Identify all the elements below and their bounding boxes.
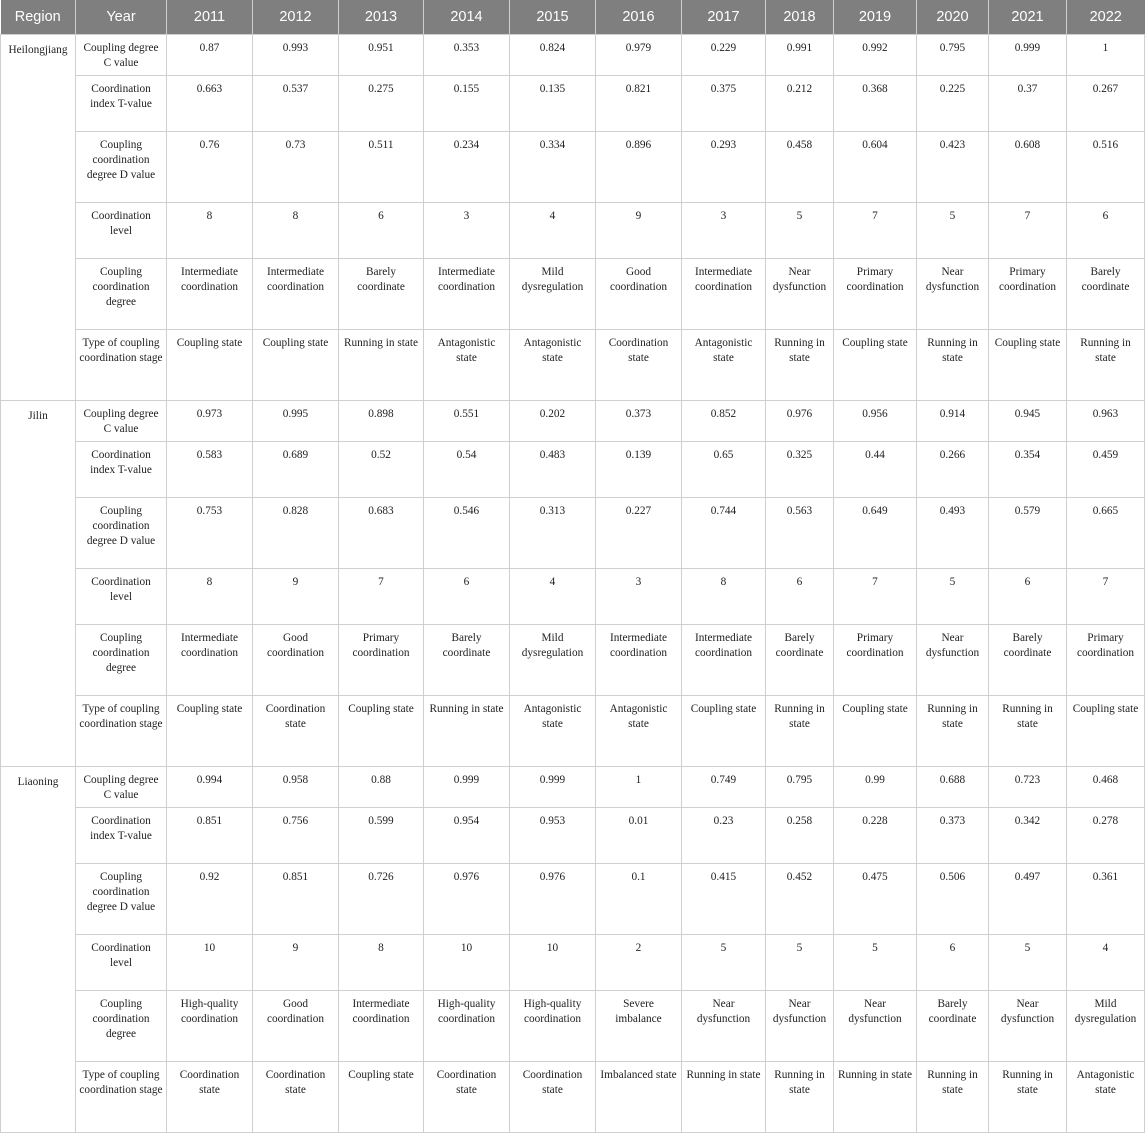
value-cell: 0.599 — [339, 808, 424, 864]
value-cell: High-quality coordination — [510, 991, 596, 1062]
value-cell: 0.821 — [596, 76, 682, 132]
value-cell: 2 — [596, 935, 682, 991]
coupling-coordination-degree-row-label: Coupling coordination degree — [76, 625, 167, 696]
value-cell: 0.954 — [424, 808, 510, 864]
value-cell: 0.749 — [682, 767, 766, 808]
value-cell: 0.898 — [339, 401, 424, 442]
table-row — [1, 935, 1145, 991]
value-cell: Near dysfunction — [834, 991, 917, 1062]
value-cell: Intermediate coordination — [682, 259, 766, 330]
coordination-level-row-label: Coordination level — [76, 935, 167, 991]
table-row — [1, 864, 1145, 935]
value-cell: Primary coordination — [834, 625, 917, 696]
table-row — [1, 76, 1145, 132]
value-cell: 0.202 — [510, 401, 596, 442]
coupling-stage-type-row-label: Type of coupling coordination stage — [76, 1062, 167, 1133]
value-cell: 0.92 — [167, 864, 253, 935]
coupling-coordination-d-row-label: Coupling coordination degree D value — [76, 864, 167, 935]
value-cell: 0.511 — [339, 132, 424, 203]
value-cell: 0.65 — [682, 442, 766, 498]
value-cell: 0.546 — [424, 498, 510, 569]
value-cell: 0.44 — [834, 442, 917, 498]
header-year-2014: 2014 — [424, 0, 510, 35]
value-cell: 0.475 — [834, 864, 917, 935]
value-cell: Coupling state — [834, 330, 917, 401]
value-cell: 0.361 — [1067, 864, 1145, 935]
value-cell: 10 — [167, 935, 253, 991]
value-cell: 7 — [834, 569, 917, 625]
value-cell: 10 — [510, 935, 596, 991]
value-cell: High-quality coordination — [424, 991, 510, 1062]
value-cell: 0.828 — [253, 498, 339, 569]
value-cell: 0.953 — [510, 808, 596, 864]
value-cell: 0.956 — [834, 401, 917, 442]
value-cell: Near dysfunction — [766, 259, 834, 330]
header-year-2017: 2017 — [682, 0, 766, 35]
value-cell: 1 — [1067, 35, 1145, 76]
table-row — [1, 498, 1145, 569]
table-row — [1, 259, 1145, 330]
value-cell: 0.278 — [1067, 808, 1145, 864]
value-cell: Near dysfunction — [917, 259, 989, 330]
header-year-2011: 2011 — [167, 0, 253, 35]
value-cell: 0.683 — [339, 498, 424, 569]
value-cell: Intermediate coordination — [339, 991, 424, 1062]
value-cell: 0.795 — [917, 35, 989, 76]
value-cell: 0.991 — [766, 35, 834, 76]
value-cell: 0.01 — [596, 808, 682, 864]
value-cell: 0.88 — [339, 767, 424, 808]
value-cell: 0.139 — [596, 442, 682, 498]
value-cell: 4 — [510, 203, 596, 259]
value-cell: 0.135 — [510, 76, 596, 132]
value-cell: 0.423 — [917, 132, 989, 203]
value-cell: Coupling state — [339, 696, 424, 767]
coupling-degree-c-row-label: Coupling degree C value — [76, 35, 167, 76]
table-row — [1, 991, 1145, 1062]
value-cell: 0.999 — [510, 767, 596, 808]
value-cell: Coupling state — [1067, 696, 1145, 767]
table-body — [1, 35, 1145, 1133]
value-cell: 0.458 — [766, 132, 834, 203]
value-cell: 0.373 — [596, 401, 682, 442]
value-cell: Near dysfunction — [989, 991, 1067, 1062]
value-cell: 8 — [253, 203, 339, 259]
value-cell: 0.979 — [596, 35, 682, 76]
value-cell: 0.37 — [989, 76, 1067, 132]
value-cell: Intermediate coordination — [167, 259, 253, 330]
value-cell: Antagonistic state — [424, 330, 510, 401]
table-row — [1, 442, 1145, 498]
value-cell: 0.951 — [339, 35, 424, 76]
value-cell: 0.992 — [834, 35, 917, 76]
value-cell: Coordination state — [510, 1062, 596, 1133]
value-cell: Near dysfunction — [682, 991, 766, 1062]
coupling-stage-type-row-label: Type of coupling coordination stage — [76, 330, 167, 401]
value-cell: 0.756 — [253, 808, 339, 864]
value-cell: Running in state — [917, 330, 989, 401]
value-cell: Coordination state — [424, 1062, 510, 1133]
value-cell: Coordination state — [167, 1062, 253, 1133]
value-cell: Coupling state — [989, 330, 1067, 401]
value-cell: Running in state — [339, 330, 424, 401]
header-year-2015: 2015 — [510, 0, 596, 35]
value-cell: 0.342 — [989, 808, 1067, 864]
value-cell: Coupling state — [682, 696, 766, 767]
region-cell: Heilongjiang — [1, 35, 76, 401]
value-cell: 0.851 — [167, 808, 253, 864]
table-row — [1, 132, 1145, 203]
value-cell: 0.914 — [917, 401, 989, 442]
value-cell: 0.23 — [682, 808, 766, 864]
value-cell: 7 — [834, 203, 917, 259]
value-cell: 7 — [989, 203, 1067, 259]
value-cell: 0.851 — [253, 864, 339, 935]
value-cell: Near dysfunction — [766, 991, 834, 1062]
value-cell: Primary coordination — [834, 259, 917, 330]
value-cell: 0.995 — [253, 401, 339, 442]
region-cell: Jilin — [1, 401, 76, 767]
value-cell: Mild dysregulation — [510, 259, 596, 330]
value-cell: 0.516 — [1067, 132, 1145, 203]
value-cell: Good coordination — [253, 991, 339, 1062]
value-cell: 0.976 — [766, 401, 834, 442]
value-cell: 0.275 — [339, 76, 424, 132]
value-cell: Intermediate coordination — [596, 625, 682, 696]
coupling-stage-type-row-label: Type of coupling coordination stage — [76, 696, 167, 767]
value-cell: Running in state — [917, 1062, 989, 1133]
value-cell: Coupling state — [834, 696, 917, 767]
value-cell: Barely coordinate — [917, 991, 989, 1062]
value-cell: 8 — [339, 935, 424, 991]
coupling-coordination-degree-row-label: Coupling coordination degree — [76, 259, 167, 330]
header-year: Year — [76, 0, 167, 35]
value-cell: 0.354 — [989, 442, 1067, 498]
value-cell: 0.649 — [834, 498, 917, 569]
value-cell: Antagonistic state — [510, 330, 596, 401]
value-cell: 0.228 — [834, 808, 917, 864]
table-row — [1, 625, 1145, 696]
value-cell: Intermediate coordination — [682, 625, 766, 696]
value-cell: 1 — [596, 767, 682, 808]
header-region: Region — [1, 0, 76, 35]
value-cell: 5 — [834, 935, 917, 991]
value-cell: 0.229 — [682, 35, 766, 76]
value-cell: Running in state — [1067, 330, 1145, 401]
value-cell: 0.325 — [766, 442, 834, 498]
value-cell: Barely coordinate — [766, 625, 834, 696]
value-cell: Coordination state — [596, 330, 682, 401]
value-cell: 0.212 — [766, 76, 834, 132]
value-cell: Running in state — [917, 696, 989, 767]
value-cell: 0.459 — [1067, 442, 1145, 498]
coordination-index-t-row-label: Coordination index T-value — [76, 442, 167, 498]
value-cell: Running in state — [834, 1062, 917, 1133]
value-cell: Antagonistic state — [1067, 1062, 1145, 1133]
value-cell: 0.452 — [766, 864, 834, 935]
value-cell: Barely coordinate — [989, 625, 1067, 696]
value-cell: 9 — [596, 203, 682, 259]
value-cell: 0.744 — [682, 498, 766, 569]
value-cell: Barely coordinate — [424, 625, 510, 696]
value-cell: 0.852 — [682, 401, 766, 442]
value-cell: 0.99 — [834, 767, 917, 808]
value-cell: 0.493 — [917, 498, 989, 569]
header-year-2022: 2022 — [1067, 0, 1145, 35]
value-cell: 0.689 — [253, 442, 339, 498]
value-cell: 0.368 — [834, 76, 917, 132]
header-year-2021: 2021 — [989, 0, 1067, 35]
value-cell: 0.976 — [510, 864, 596, 935]
value-cell: 0.958 — [253, 767, 339, 808]
value-cell: Coupling state — [167, 696, 253, 767]
value-cell: High-quality coordination — [167, 991, 253, 1062]
table-row — [1, 767, 1145, 808]
value-cell: 0.896 — [596, 132, 682, 203]
header-year-2020: 2020 — [917, 0, 989, 35]
table-row — [1, 569, 1145, 625]
coordination-index-t-row-label: Coordination index T-value — [76, 808, 167, 864]
coupling-coordination-degree-row-label: Coupling coordination degree — [76, 991, 167, 1062]
value-cell: Mild dysregulation — [1067, 991, 1145, 1062]
header-year-2012: 2012 — [253, 0, 339, 35]
coupling-coordination-d-row-label: Coupling coordination degree D value — [76, 132, 167, 203]
value-cell: 0.87 — [167, 35, 253, 76]
value-cell: 0.824 — [510, 35, 596, 76]
value-cell: 5 — [917, 569, 989, 625]
value-cell: Running in state — [766, 1062, 834, 1133]
value-cell: Antagonistic state — [510, 696, 596, 767]
value-cell: 0.551 — [424, 401, 510, 442]
value-cell: 0.537 — [253, 76, 339, 132]
value-cell: 0.795 — [766, 767, 834, 808]
value-cell: 0.663 — [167, 76, 253, 132]
value-cell: Running in state — [766, 330, 834, 401]
value-cell: Primary coordination — [989, 259, 1067, 330]
value-cell: 0.73 — [253, 132, 339, 203]
header-year-2019: 2019 — [834, 0, 917, 35]
value-cell: 5 — [917, 203, 989, 259]
table-header-row — [1, 0, 1145, 35]
value-cell: 9 — [253, 935, 339, 991]
value-cell: 4 — [1067, 935, 1145, 991]
value-cell: Antagonistic state — [596, 696, 682, 767]
value-cell: 0.258 — [766, 808, 834, 864]
value-cell: 0.563 — [766, 498, 834, 569]
table-row — [1, 696, 1145, 767]
value-cell: Coupling state — [253, 330, 339, 401]
value-cell: 6 — [766, 569, 834, 625]
value-cell: 0.76 — [167, 132, 253, 203]
value-cell: 0.483 — [510, 442, 596, 498]
value-cell: Imbalanced state — [596, 1062, 682, 1133]
value-cell: Barely coordinate — [1067, 259, 1145, 330]
value-cell: Good coordination — [253, 625, 339, 696]
value-cell: 0.999 — [424, 767, 510, 808]
header-year-2016: 2016 — [596, 0, 682, 35]
value-cell: Coupling state — [339, 1062, 424, 1133]
value-cell: 3 — [596, 569, 682, 625]
value-cell: 0.497 — [989, 864, 1067, 935]
table-row — [1, 1062, 1145, 1133]
value-cell: 0.353 — [424, 35, 510, 76]
value-cell: 0.973 — [167, 401, 253, 442]
value-cell: 0.1 — [596, 864, 682, 935]
value-cell: 0.266 — [917, 442, 989, 498]
value-cell: 5 — [989, 935, 1067, 991]
coupling-coordination-d-row-label: Coupling coordination degree D value — [76, 498, 167, 569]
value-cell: 0.334 — [510, 132, 596, 203]
header-year-2018: 2018 — [766, 0, 834, 35]
value-cell: Primary coordination — [339, 625, 424, 696]
value-cell: 0.604 — [834, 132, 917, 203]
value-cell: 0.52 — [339, 442, 424, 498]
value-cell: 8 — [167, 569, 253, 625]
value-cell: 0.155 — [424, 76, 510, 132]
value-cell: 0.688 — [917, 767, 989, 808]
value-cell: 0.468 — [1067, 767, 1145, 808]
value-cell: 0.227 — [596, 498, 682, 569]
table-row — [1, 203, 1145, 259]
value-cell: 0.994 — [167, 767, 253, 808]
value-cell: 0.723 — [989, 767, 1067, 808]
value-cell: Running in state — [989, 696, 1067, 767]
value-cell: 0.293 — [682, 132, 766, 203]
value-cell: 0.608 — [989, 132, 1067, 203]
value-cell: Intermediate coordination — [424, 259, 510, 330]
value-cell: 0.506 — [917, 864, 989, 935]
coordination-level-row-label: Coordination level — [76, 203, 167, 259]
value-cell: 0.415 — [682, 864, 766, 935]
value-cell: 8 — [682, 569, 766, 625]
value-cell: Mild dysregulation — [510, 625, 596, 696]
value-cell: 6 — [339, 203, 424, 259]
value-cell: 6 — [424, 569, 510, 625]
value-cell: 0.375 — [682, 76, 766, 132]
value-cell: Running in state — [682, 1062, 766, 1133]
value-cell: 0.993 — [253, 35, 339, 76]
value-cell: 0.976 — [424, 864, 510, 935]
region-cell: Liaoning — [1, 767, 76, 1133]
value-cell: 0.579 — [989, 498, 1067, 569]
table-row — [1, 401, 1145, 442]
value-cell: 5 — [766, 203, 834, 259]
value-cell: Running in state — [766, 696, 834, 767]
value-cell: 3 — [682, 203, 766, 259]
value-cell: 7 — [339, 569, 424, 625]
header-year-2013: 2013 — [339, 0, 424, 35]
value-cell: Running in state — [424, 696, 510, 767]
value-cell: 6 — [989, 569, 1067, 625]
coordination-level-row-label: Coordination level — [76, 569, 167, 625]
value-cell: 0.54 — [424, 442, 510, 498]
table-row — [1, 808, 1145, 864]
value-cell: 0.234 — [424, 132, 510, 203]
value-cell: 0.726 — [339, 864, 424, 935]
value-cell: 0.583 — [167, 442, 253, 498]
value-cell: Good coordination — [596, 259, 682, 330]
table-row — [1, 35, 1145, 76]
value-cell: Intermediate coordination — [253, 259, 339, 330]
value-cell: 5 — [682, 935, 766, 991]
value-cell: Barely coordinate — [339, 259, 424, 330]
value-cell: Near dysfunction — [917, 625, 989, 696]
value-cell: Running in state — [989, 1062, 1067, 1133]
value-cell: 0.313 — [510, 498, 596, 569]
coupling-degree-c-row-label: Coupling degree C value — [76, 767, 167, 808]
value-cell: 3 — [424, 203, 510, 259]
value-cell: 5 — [766, 935, 834, 991]
value-cell: 0.753 — [167, 498, 253, 569]
value-cell: Intermediate coordination — [167, 625, 253, 696]
value-cell: Primary coordination — [1067, 625, 1145, 696]
value-cell: 0.225 — [917, 76, 989, 132]
value-cell: Antagonistic state — [682, 330, 766, 401]
value-cell: 9 — [253, 569, 339, 625]
value-cell: 6 — [1067, 203, 1145, 259]
value-cell: 4 — [510, 569, 596, 625]
value-cell: 7 — [1067, 569, 1145, 625]
value-cell: 0.665 — [1067, 498, 1145, 569]
value-cell: 0.945 — [989, 401, 1067, 442]
coupling-degree-c-row-label: Coupling degree C value — [76, 401, 167, 442]
value-cell: 0.963 — [1067, 401, 1145, 442]
value-cell: 10 — [424, 935, 510, 991]
table-row — [1, 330, 1145, 401]
value-cell: 8 — [167, 203, 253, 259]
value-cell: Coordination state — [253, 1062, 339, 1133]
value-cell: 6 — [917, 935, 989, 991]
coordination-index-t-row-label: Coordination index T-value — [76, 76, 167, 132]
value-cell: 0.999 — [989, 35, 1067, 76]
value-cell: 0.373 — [917, 808, 989, 864]
value-cell: Severe imbalance — [596, 991, 682, 1062]
value-cell: 0.267 — [1067, 76, 1145, 132]
value-cell: Coupling state — [167, 330, 253, 401]
value-cell: Coordination state — [253, 696, 339, 767]
